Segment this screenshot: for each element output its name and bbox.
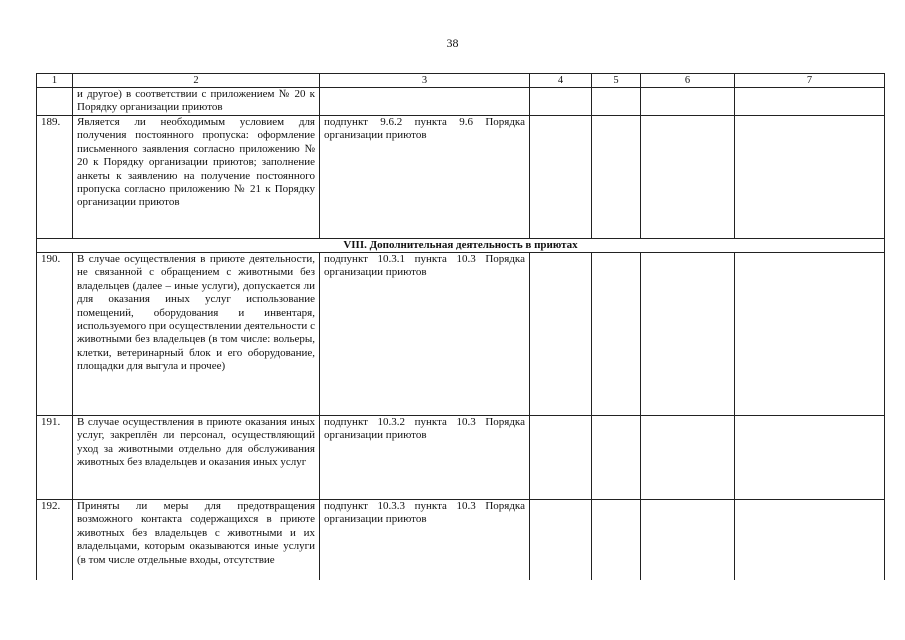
page-number: 38 (446, 36, 459, 50)
table-row (37, 253, 885, 416)
empty-cell (735, 116, 885, 239)
checklist-table (36, 73, 885, 580)
section-row (37, 239, 885, 253)
empty-cell (530, 500, 592, 581)
column-header: 4 (530, 74, 592, 88)
empty-cell (735, 500, 885, 581)
question-cell: В случае осуществления в приюте деятельности, не связанной с обращением с животными без владельцев (далее – иные услуги), допускается ли для оказания иных услуг использование помещений, оборудования и инвентаря, используемого при осуществлении деятельности с животными без владельцев (в том числе: вольеры, клетки, ветеринарный блок и его оборудование, площадки для выгула и прочее) (73, 253, 320, 416)
table-row (37, 500, 885, 581)
empty-cell (641, 88, 735, 116)
empty-cell (592, 500, 641, 581)
reference-cell: подпункт 10.3.2 пункта 10.3 Порядка организации приютов (320, 416, 530, 500)
empty-cell (530, 416, 592, 500)
column-header: 7 (735, 74, 885, 88)
empty-cell (641, 253, 735, 416)
empty-cell (592, 253, 641, 416)
empty-cell (530, 116, 592, 239)
reference-cell: подпункт 10.3.1 пункта 10.3 Порядка организации приютов (320, 253, 530, 416)
column-header: 3 (320, 74, 530, 88)
header-row (37, 74, 885, 88)
column-header: 5 (592, 74, 641, 88)
section-title: VIII. Дополнительная деятельность в приютах (37, 239, 885, 253)
empty-cell (641, 416, 735, 500)
empty-cell (735, 416, 885, 500)
empty-cell (592, 116, 641, 239)
empty-cell (641, 116, 735, 239)
column-header: 6 (641, 74, 735, 88)
reference-cell (320, 88, 530, 116)
column-header: 1 (37, 74, 73, 88)
table-row (37, 416, 885, 500)
empty-cell (530, 88, 592, 116)
question-cell: и другое) в соответствии с приложением № 20 к Порядку организации приютов (73, 88, 320, 116)
question-cell: В случае осуществления в приюте оказания иных услуг, закреплён ли персонал, осуществляющий уход за животными отдельно для обслуживания животных без владельцев и оказания иных услуг (73, 416, 320, 500)
reference-cell: подпункт 9.6.2 пункта 9.6 Порядка организации приютов (320, 116, 530, 239)
empty-cell (592, 88, 641, 116)
empty-cell (735, 88, 885, 116)
empty-cell (592, 416, 641, 500)
empty-cell (641, 500, 735, 581)
column-header: 2 (73, 74, 320, 88)
row-number (37, 88, 73, 116)
table-row (37, 88, 885, 116)
empty-cell (735, 253, 885, 416)
table-row (37, 116, 885, 239)
row-number: 191. (37, 416, 73, 500)
row-number: 190. (37, 253, 73, 416)
reference-cell: подпункт 10.3.3 пункта 10.3 Порядка организации приютов (320, 500, 530, 581)
row-number: 192. (37, 500, 73, 581)
empty-cell (530, 253, 592, 416)
row-number: 189. (37, 116, 73, 239)
question-cell: Приняты ли меры для предотвращения возможного контакта содержащихся в приюте животных без владельцев с животными и их владельцами, которым оказываются иные услуги (в том числе отдельные входы, отсутствие (73, 500, 320, 581)
question-cell: Является ли необходимым условием для получения постоянного пропуска: оформление письменного заявления согласно приложению № 20 к Порядку организации приютов; заполнение анкеты к заявлению на получение постоянного пропуска согласно приложению № 21 к Порядку организации приютов (73, 116, 320, 239)
